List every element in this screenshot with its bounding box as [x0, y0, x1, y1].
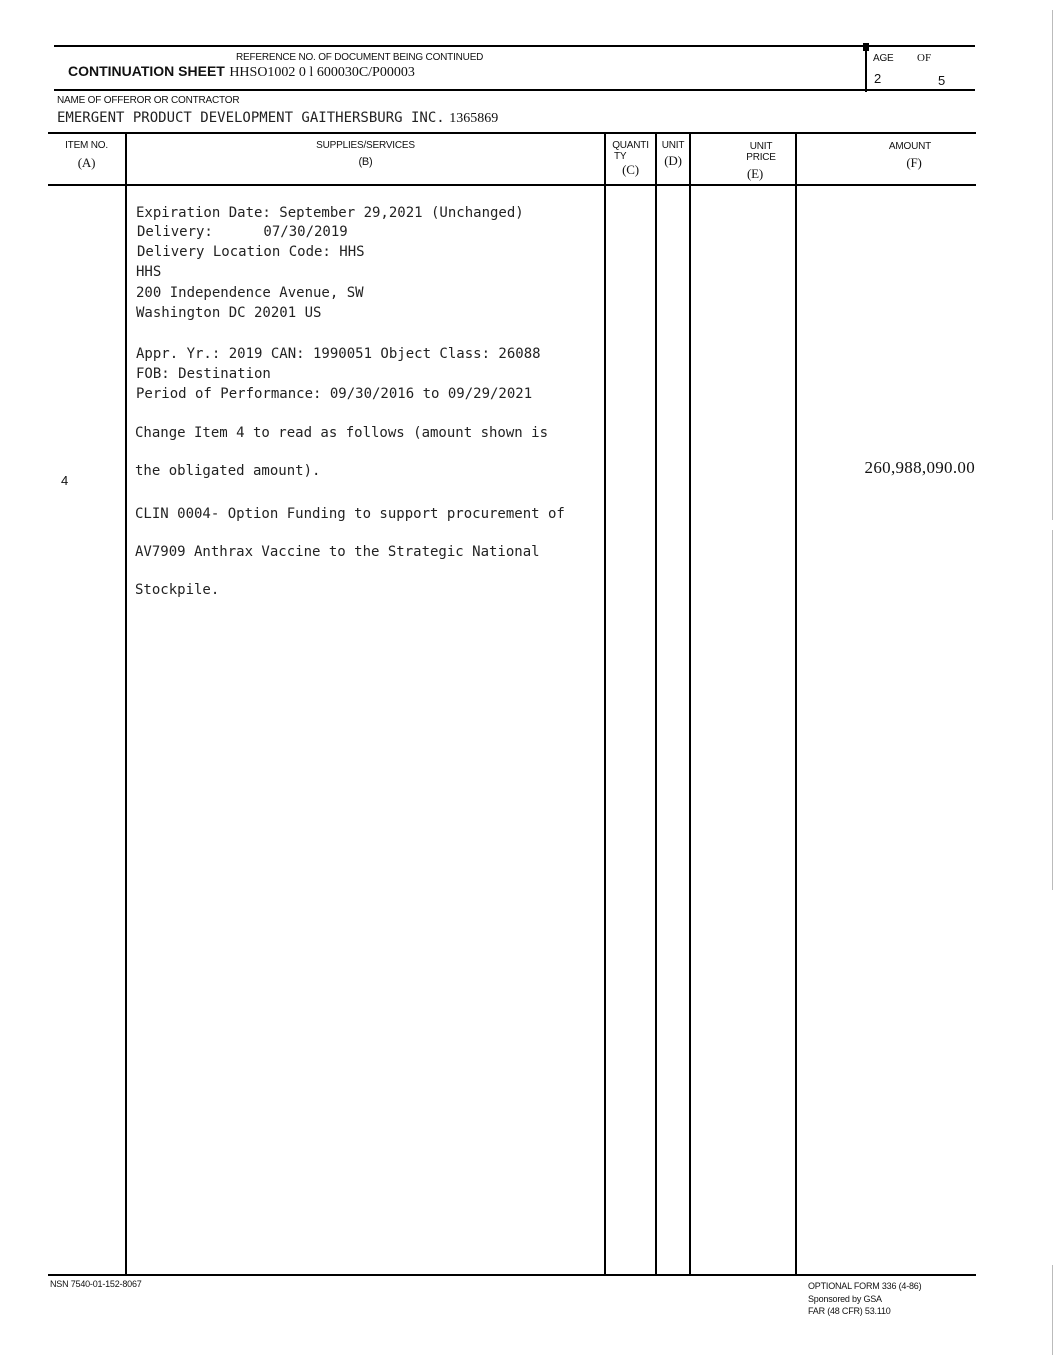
col-unit [657, 140, 689, 169]
nsn-number: NSN 7540-01-152-8067 [50, 1279, 142, 1289]
item-amount: 260,988,090.00 [864, 458, 975, 477]
col-unit-code: (D) [664, 153, 682, 168]
table-bottom-rule [48, 1274, 976, 1276]
offeror-label: NAME OF OFFEROR OR CONTRACTOR [57, 95, 240, 106]
sheet-title: CONTINUATION SHEET [68, 63, 225, 79]
page-box-marker [863, 43, 869, 51]
sheet-title-line [68, 63, 415, 81]
line-hhs: HHS [136, 264, 162, 280]
reference-number: HHSO1002 0 l 600030C/P00003 [229, 65, 415, 80]
table-top-rule [48, 132, 976, 134]
col-quantity-label-2: TY [614, 151, 627, 162]
form-name: OPTIONAL FORM 336 (4-86) [808, 1281, 922, 1291]
col-divider-b [604, 132, 606, 1276]
header-top-rule [54, 45, 975, 47]
col-unit-price-label-1: UNIT [749, 141, 773, 152]
table-header-rule [48, 184, 976, 186]
col-supplies [127, 140, 604, 168]
col-unit-label: UNIT [661, 140, 685, 151]
col-quantity [606, 140, 655, 175]
col-divider-d [689, 132, 691, 1276]
line-change-item: Change Item 4 to read as follows (amount shown is [135, 425, 549, 441]
item-number: 4 [61, 473, 69, 488]
scan-edge-top [1052, 10, 1053, 520]
reference-label: REFERENCE NO. OF DOCUMENT BEING CONTINUED [236, 52, 484, 63]
col-quantity-label-1: QUANTI [612, 140, 649, 151]
line-city: Washington DC 20201 US [136, 305, 322, 321]
col-supplies-code: (B) [358, 156, 373, 168]
line-expiration: Expiration Date: September 29,2021 (Unchanged) [136, 205, 524, 221]
of-label: OF [917, 52, 932, 64]
offeror-id: 1365869 [449, 111, 499, 126]
page-label: AGE [873, 53, 894, 64]
page-box-divider [865, 45, 867, 92]
col-unit-price [725, 141, 797, 179]
form-far: FAR (48 CFR) 53.110 [808, 1306, 891, 1316]
col-divider-c [655, 132, 657, 1276]
scan-edge-middle [1052, 530, 1053, 890]
line-period: Period of Performance: 09/30/2016 to 09/29/2021 [136, 386, 533, 402]
col-amount-code: (F) [906, 155, 922, 170]
offeror-name: EMERGENT PRODUCT DEVELOPMENT GAITHERSBURG INC. [57, 110, 445, 126]
line-delivery: Delivery: 07/30/2019 [137, 224, 348, 240]
col-divider-e [795, 132, 797, 1276]
col-item-no [48, 140, 125, 171]
header-mid-rule [54, 89, 975, 91]
col-amount [860, 141, 960, 171]
col-item-no-label: ITEM NO. [65, 140, 108, 151]
col-item-no-code: (A) [77, 155, 96, 170]
col-quantity-code: (C) [622, 162, 639, 177]
line-clin: CLIN 0004- Option Funding to support procurement of [135, 506, 565, 522]
line-vaccine: AV7909 Anthrax Vaccine to the Strategic National [135, 544, 540, 560]
col-unit-price-code: (E) [747, 166, 763, 181]
line-appropriation: Appr. Yr.: 2019 CAN: 1990051 Object Class: 26088 [136, 346, 541, 362]
page-total: 5 [938, 73, 946, 88]
line-obligated: the obligated amount). [135, 463, 321, 479]
col-divider-a [125, 132, 127, 1276]
line-address: 200 Independence Avenue, SW [136, 285, 364, 301]
col-amount-label: AMOUNT [888, 141, 932, 152]
col-supplies-label: SUPPLIES/SERVICES [316, 140, 415, 151]
col-unit-price-label-2: PRICE [746, 152, 776, 163]
form-sponsor: Sponsored by GSA [808, 1294, 882, 1304]
offeror-line [57, 109, 498, 127]
line-delivery-location: Delivery Location Code: HHS [137, 244, 365, 260]
scan-edge-bottom [1052, 1265, 1053, 1355]
line-stockpile: Stockpile. [135, 582, 220, 598]
page-number: 2 [874, 71, 882, 86]
line-fob: FOB: Destination [136, 366, 271, 382]
